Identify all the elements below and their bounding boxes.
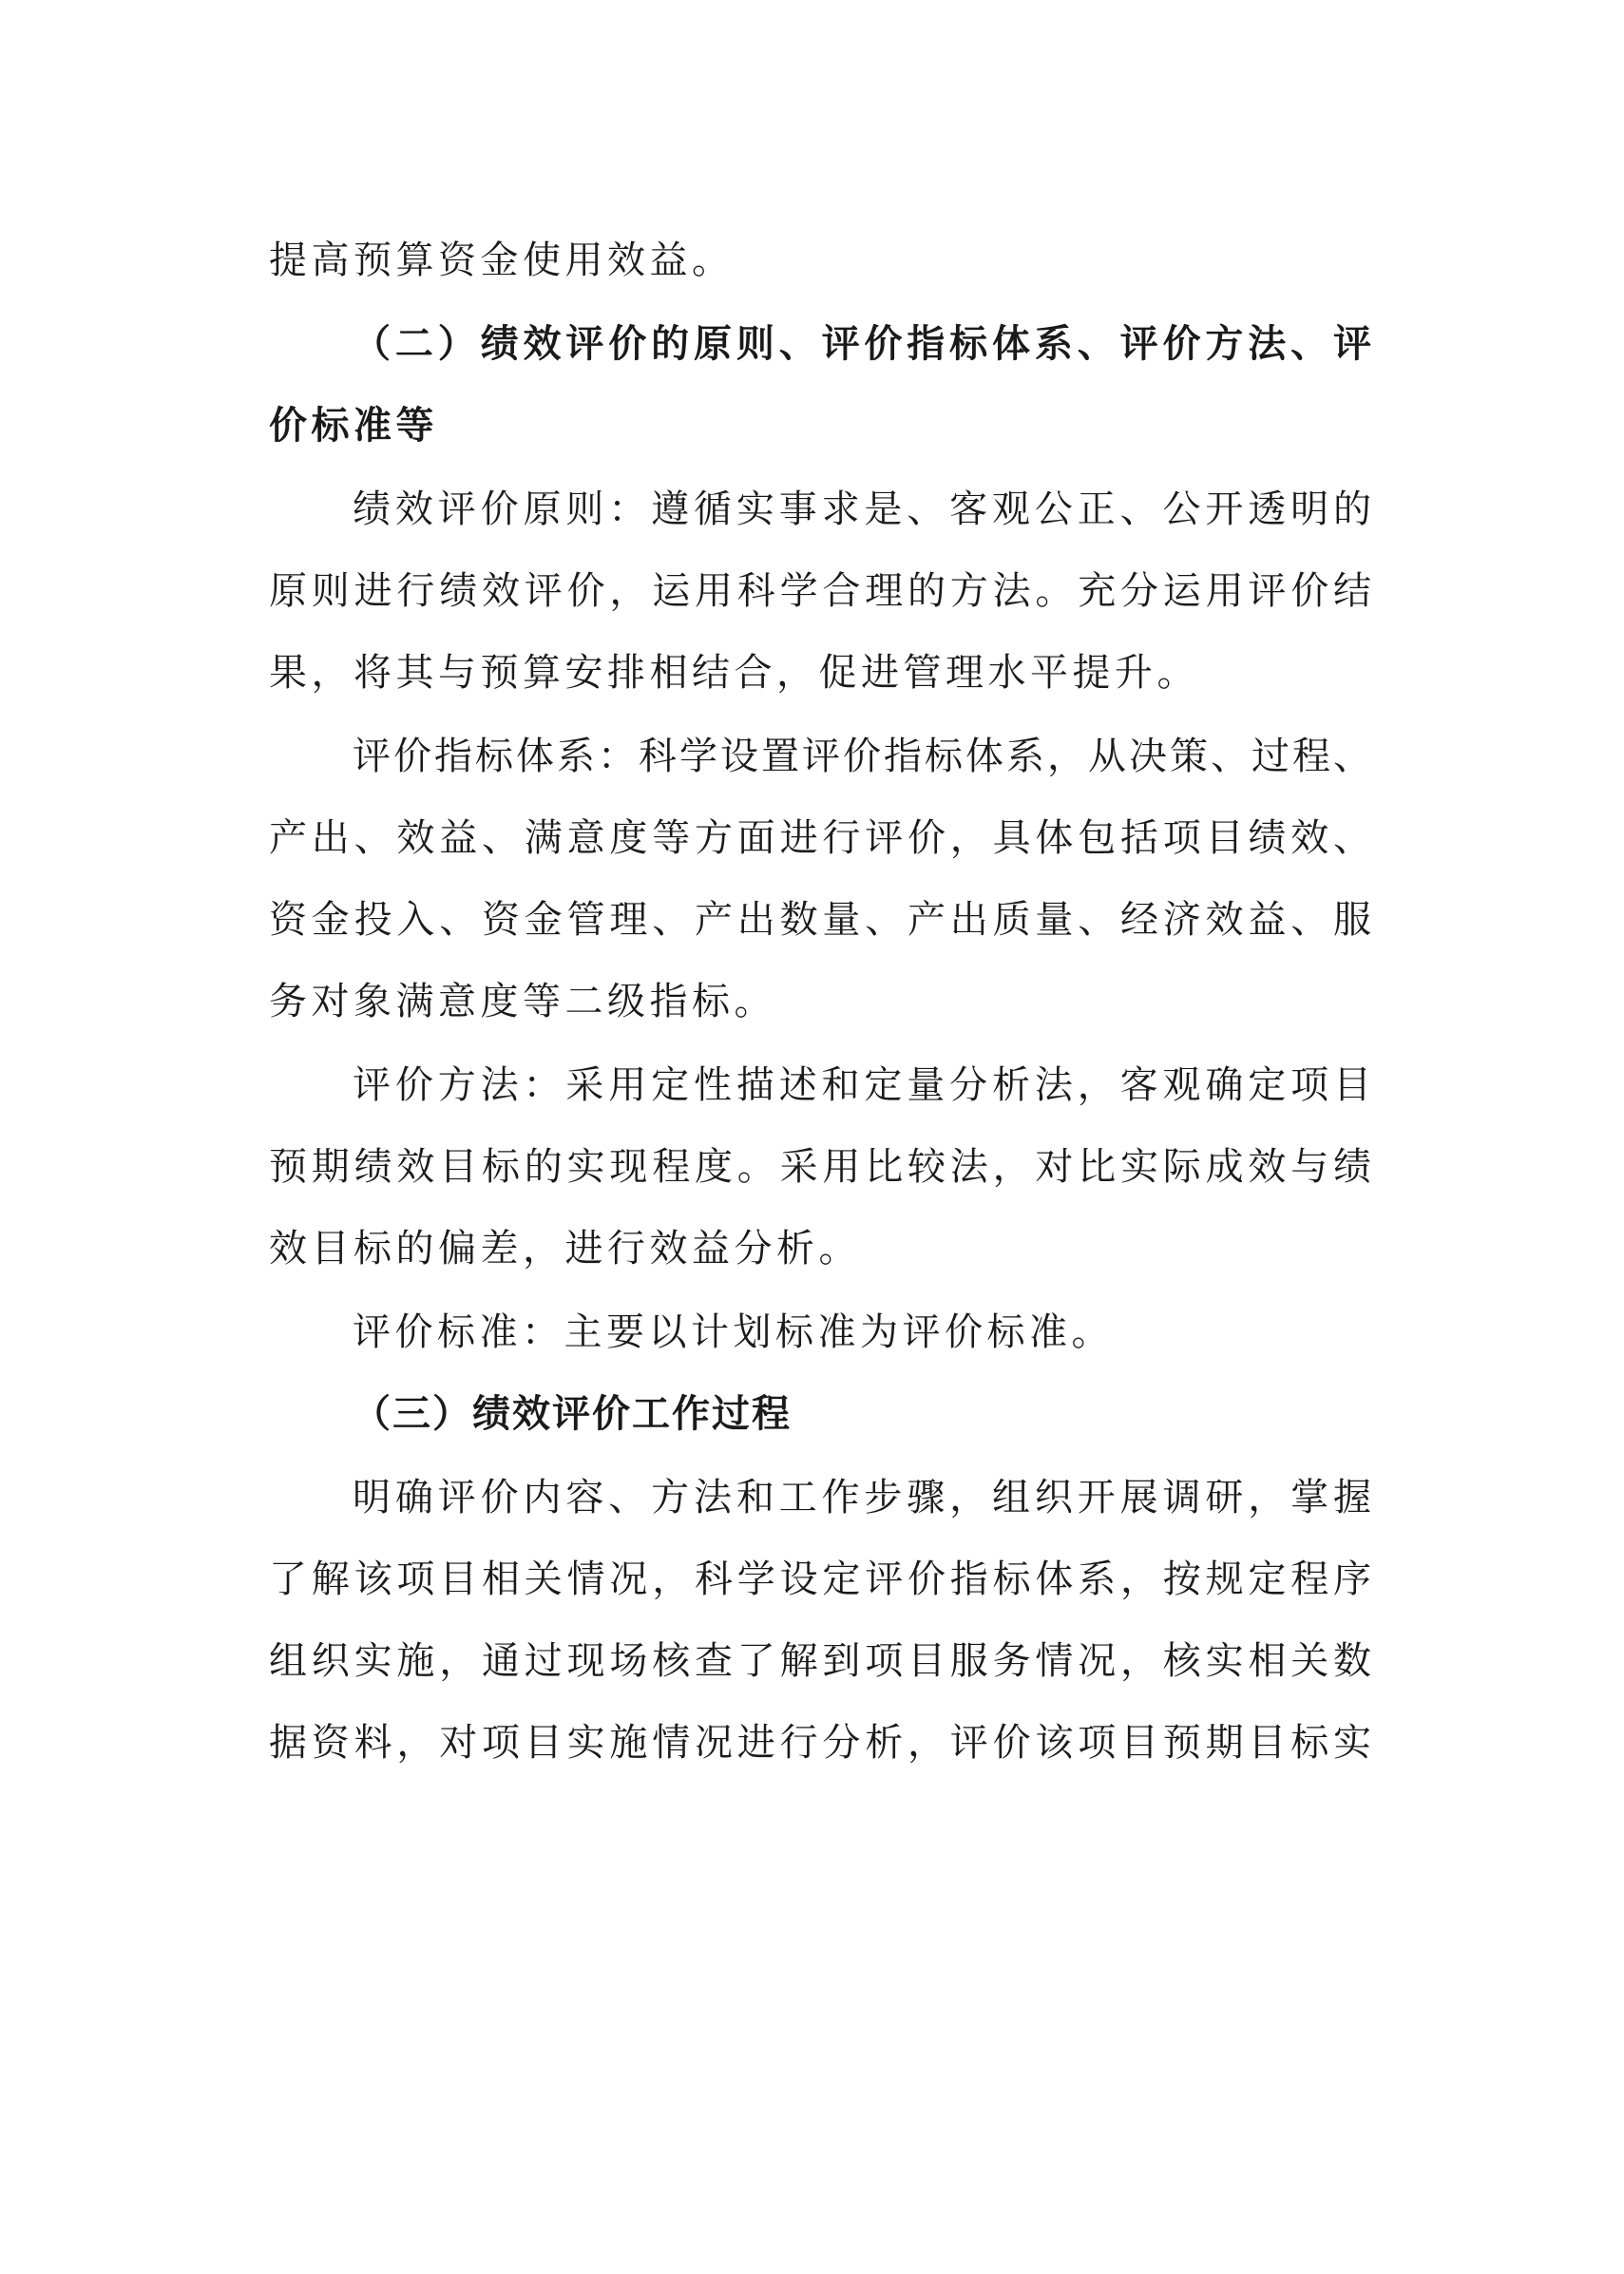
body-line: 效目标的偏差，进行效益分析。: [269, 1227, 861, 1271]
body-line: 据资料，对项目实施情况进行分析，评价该项目预期目标实: [269, 1721, 1371, 1765]
body-line: 绩效评价原则：遵循实事求是、客观公正、公开透明的: [353, 487, 1371, 531]
body-line: 预期绩效目标的实现程度。采用比较法，对比实际成效与绩: [269, 1145, 1371, 1189]
body-line: 评价标准：主要以计划标准为评价标准。: [353, 1310, 1114, 1354]
body-line: 原则进行绩效评价，运用科学合理的方法。充分运用评价结: [269, 569, 1371, 613]
body-line: 果，将其与预算安排相结合，促进管理水平提升。: [269, 651, 1199, 695]
body-line: 提高预算资金使用效益。: [269, 239, 735, 282]
section-heading-2-cont: 价标准等: [269, 404, 438, 448]
body-line: 明确评价内容、方法和工作步骤，组织开展调研，掌握: [353, 1476, 1371, 1519]
body-line: 组织实施，通过现场核查了解到项目服务情况，核实相关数: [269, 1639, 1371, 1683]
body-line: 评价方法：采用定性描述和定量分析法，客观确定项目: [353, 1063, 1371, 1107]
section-heading-3: （三）绩效评价工作过程: [353, 1392, 792, 1436]
body-line: 产出、效益、满意度等方面进行评价，具体包括项目绩效、: [269, 816, 1371, 860]
body-line: 资金投入、资金管理、产出数量、产出质量、经济效益、服: [269, 898, 1371, 942]
section-heading-2: （二）绩效评价的原则、评价指标体系、评价方法、评: [353, 322, 1371, 366]
body-line: 评价指标体系：科学设置评价指标体系，从决策、过程、: [353, 735, 1371, 778]
body-line: 务对象满意度等二级指标。: [269, 980, 776, 1023]
body-line: 了解该项目相关情况，科学设定评价指标体系，按规定程序: [269, 1557, 1371, 1601]
